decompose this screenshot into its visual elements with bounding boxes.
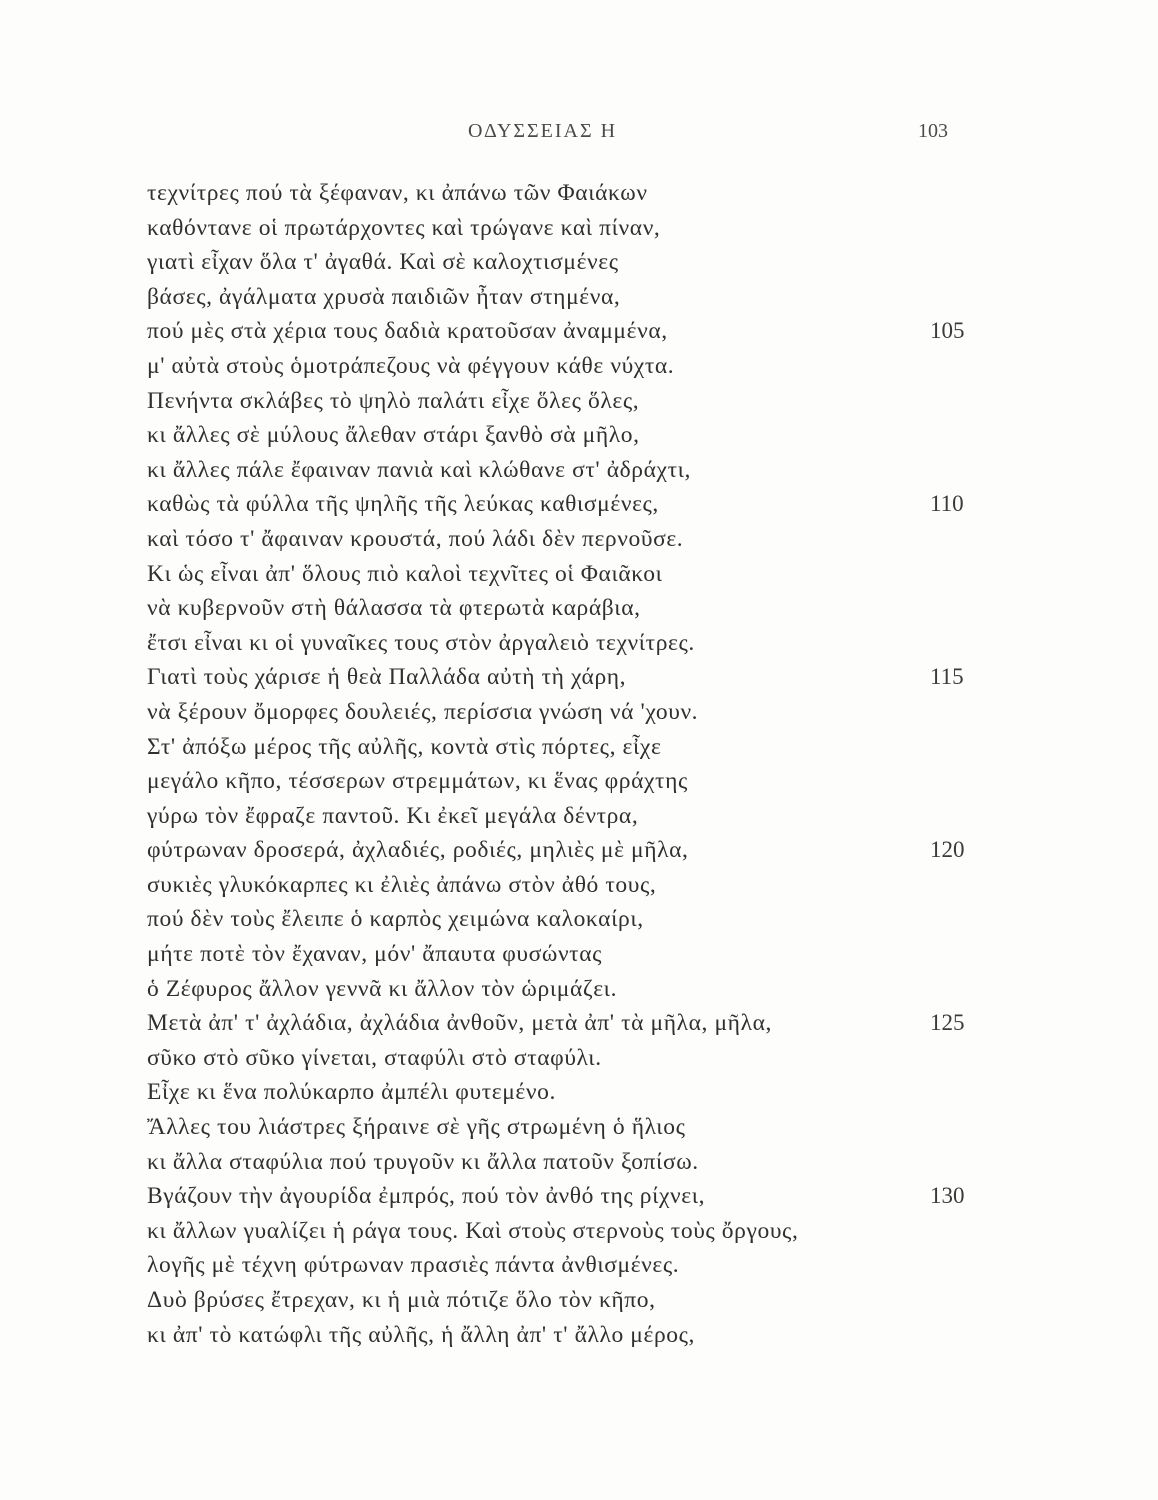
verse-text: ὁ Ζέφυρος ἄλλον γεννᾶ κι ἄλλον τὸν ὡριμάζει.	[147, 975, 618, 1002]
verse-text: μ' αὐτὰ στοὺς ὁμοτράπεζους νὰ φέγγουν κάθε νύχτα.	[147, 352, 675, 379]
verse-line	[147, 833, 987, 868]
verse-line	[147, 280, 987, 315]
verse-text: λογῆς μὲ τέχνη φύτρωναν πρασιὲς πάντα ἀνθισμένες.	[147, 1252, 680, 1279]
verse-text: κι ἄλλων γυαλίζει ἡ ράγα τους. Καὶ στοὺς στερνοὺς τοὺς ὄργους,	[147, 1217, 799, 1244]
verse-line	[147, 314, 987, 349]
poem-text	[147, 176, 987, 1352]
verse-text: τεχνίτρες πού τὰ ξέφαναν, κι ἀπάνω τῶν Φαιάκων	[147, 180, 648, 206]
verse-line	[147, 453, 987, 488]
verse-line	[147, 972, 987, 1007]
verse-line	[147, 1006, 987, 1041]
verse-text: καθὼς τὰ φύλλα τῆς ψηλῆς τῆς λεύκας καθισμένες,	[147, 491, 659, 518]
verse-line	[147, 384, 987, 419]
verse-line	[147, 937, 987, 972]
verse-text: φύτρωναν δροσερά, ἀχλαδιές, ροδιές, μηλιὲς μὲ μῆλα,	[147, 837, 689, 864]
verse-line	[147, 557, 987, 592]
line-number: 115	[930, 664, 964, 690]
line-number: 105	[930, 318, 965, 344]
verse-line	[147, 211, 987, 246]
verse-line	[147, 660, 987, 695]
verse-text: κι ἄλλα σταφύλια πού τρυγοῦν κι ἄλλα πατοῦν ξοπίσω.	[147, 1148, 699, 1175]
verse-line	[147, 487, 987, 522]
verse-line	[147, 1110, 987, 1145]
verse-text: σῦκο στὸ σῦκο γίνεται, σταφύλι στὸ σταφύλι.	[147, 1044, 602, 1071]
line-number: 110	[930, 491, 964, 517]
verse-text: Κι ὡς εἶναι ἀπ' ὅλους πιὸ καλοὶ τεχνῖτες οἱ Φαιᾶκοι	[147, 560, 663, 587]
verse-text: κι ἀπ' τὸ κατώφλι τῆς αὐλῆς, ἡ ἄλλη ἀπ' τ' ἄλλο μέρος,	[147, 1321, 696, 1348]
verse-line	[147, 1145, 987, 1180]
verse-text: ἔτσι εἶναι κι οἱ γυναῖκες τους στὸν ἀργαλειὸ τεχνίτρες.	[147, 629, 695, 656]
verse-text: κι ἄλλες σὲ μύλους ἄλεθαν στάρι ξανθὸ σὰ μῆλο,	[147, 422, 640, 449]
verse-line	[147, 418, 987, 453]
verse-text: νὰ ξέρουν ὄμορφες δουλειές, περίσσια γνώση νά 'χουν.	[147, 698, 699, 725]
verse-line	[147, 176, 987, 211]
verse-text: νὰ κυβερνοῦν στὴ θάλασσα τὰ φτερωτὰ καράβια,	[147, 595, 641, 622]
verse-text: καθόντανε οἱ πρωτάρχοντες καὶ τρώγανε καὶ πίναν,	[147, 214, 661, 241]
verse-line	[147, 522, 987, 557]
verse-line	[147, 764, 987, 799]
verse-line	[147, 695, 987, 730]
verse-text: Μετὰ ἀπ' τ' ἀχλάδια, ἀχλάδια ἀνθοῦν, μετὰ ἀπ' τὰ μῆλα, μῆλα,	[147, 1010, 772, 1037]
verse-line	[147, 245, 987, 280]
verse-text: γύρω τὸν ἔφραζε παντοῦ. Κι ἐκεῖ μεγάλα δέντρα,	[147, 802, 639, 829]
verse-line	[147, 1179, 987, 1214]
verse-text: Γιατὶ τοὺς χάρισε ἡ θεὰ Παλλάδα αὐτὴ τὴ χάρη,	[147, 664, 627, 691]
verse-text: πού δὲν τοὺς ἔλειπε ὁ καρπὸς χειμώνα καλοκαίρι,	[147, 906, 644, 933]
verse-text: Ἄλλες του λιάστρες ξήραινε σὲ γῆς στρωμένη ὁ ἥλιος	[147, 1114, 686, 1141]
verse-line	[147, 1283, 987, 1318]
verse-text: βάσες, ἀγάλματα χρυσὰ παιδιῶν ἦταν στημένα,	[147, 283, 621, 310]
verse-text: Εἶχε κι ἕνα πολύκαρπο ἀμπέλι φυτεμένο.	[147, 1079, 556, 1106]
verse-line	[147, 1318, 987, 1353]
verse-text: συκιὲς γλυκόκαρπες κι ἐλιὲς ἀπάνω στὸν ἀθό τους,	[147, 871, 657, 898]
line-number: 120	[930, 837, 965, 863]
verse-text: καὶ τόσο τ' ἄφαιναν κρουστά, πού λάδι δὲν περνοῦσε.	[147, 525, 684, 552]
verse-line	[147, 868, 987, 903]
verse-text: μεγάλο κῆπο, τέσσερων στρεμμάτων, κι ἕνας φράχτης	[147, 768, 688, 795]
running-title: ΟΔΥΣΣΕΙΑΣ Η	[468, 120, 618, 142]
verse-line	[147, 626, 987, 661]
verse-text: Δυὸ βρύσες ἔτρεχαν, κι ἡ μιὰ πότιζε ὅλο τὸν κῆπο,	[147, 1287, 656, 1313]
line-number: 125	[930, 1010, 965, 1036]
page-number: 103	[918, 120, 948, 142]
verse-text: Στ' ἀπόξω μέρος τῆς αὐλῆς, κοντὰ στὶς πόρτες, εἶχε	[147, 733, 662, 760]
verse-text: μήτε ποτὲ τὸν ἔχαναν, μόν' ἄπαυτα φυσώντας	[147, 941, 603, 968]
line-number: 130	[930, 1183, 965, 1209]
verse-line	[147, 1248, 987, 1283]
verse-text: πού μὲς στὰ χέρια τους δαδιὰ κρατοῦσαν ἀναμμένα,	[147, 318, 668, 345]
verse-text: Πενήντα σκλάβες τὸ ψηλὸ παλάτι εἶχε ὅλες ὅλες,	[147, 387, 640, 414]
verse-text: Βγάζουν τὴν ἀγουρίδα ἐμπρός, πού τὸν ἀνθό της ρίχνει,	[147, 1183, 706, 1210]
verse-line	[147, 591, 987, 626]
verse-text: κι ἄλλες πάλε ἔφαιναν πανιὰ καὶ κλώθανε στ' ἀδράχτι,	[147, 456, 692, 483]
verse-line	[147, 730, 987, 765]
verse-line	[147, 1041, 987, 1076]
verse-line	[147, 349, 987, 384]
verse-line	[147, 799, 987, 834]
verse-line	[147, 1214, 987, 1249]
verse-line	[147, 1075, 987, 1110]
verse-text: γιατὶ εἶχαν ὅλα τ' ἀγαθά. Καὶ σὲ καλοχτισμένες	[147, 249, 619, 276]
verse-line	[147, 902, 987, 937]
running-head	[0, 120, 1158, 150]
